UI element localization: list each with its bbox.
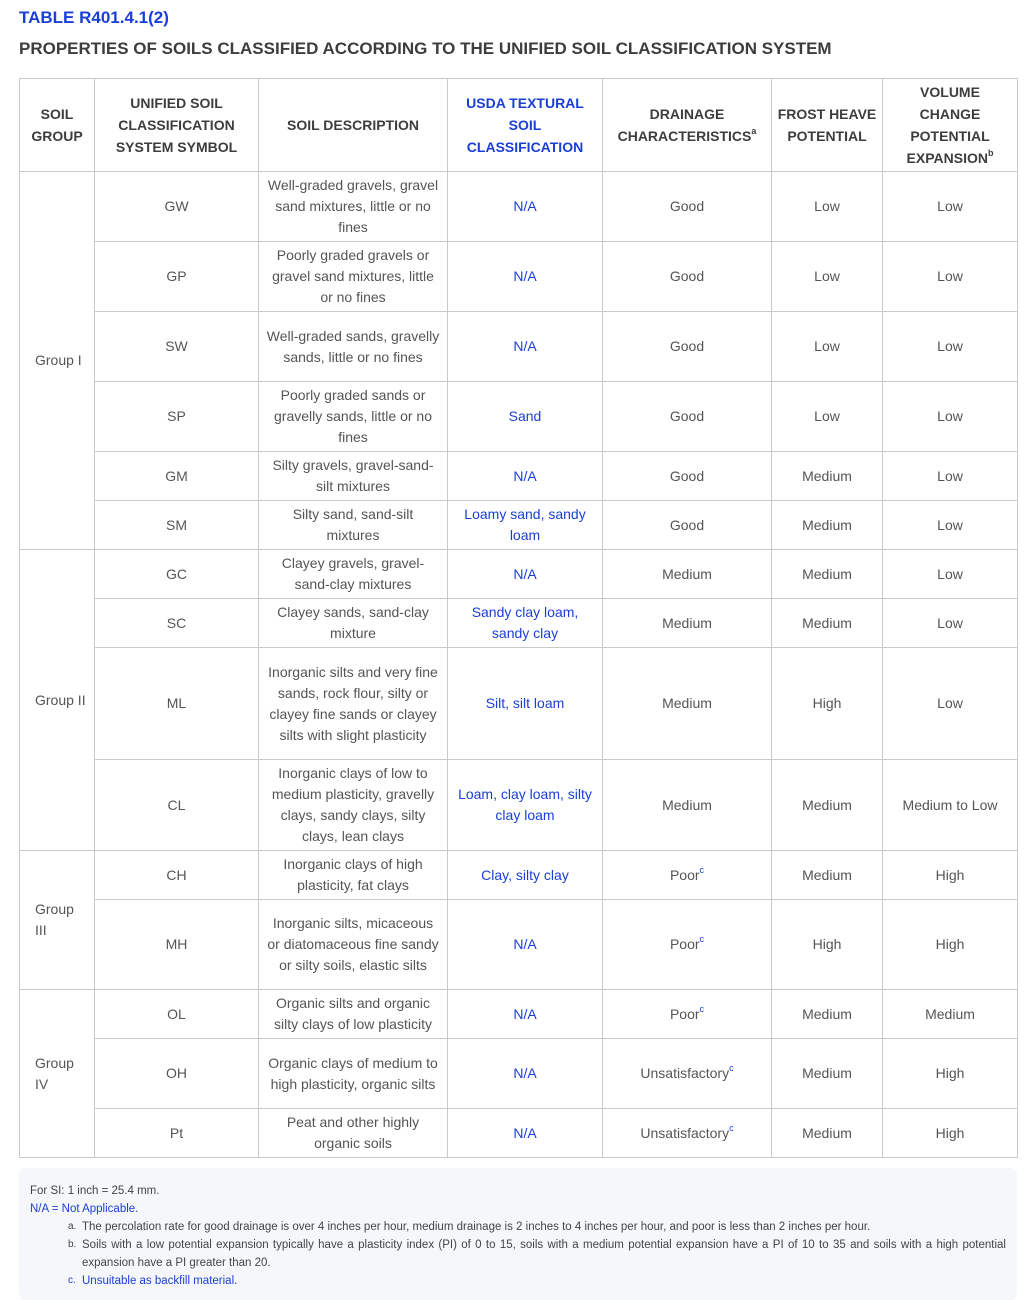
header-uscs-symbol: UNIFIED SOIL CLASSIFICATION SYSTEM SYMBOL bbox=[95, 79, 259, 172]
soil-description-cell: Silty gravels, gravel-sand-silt mixtures bbox=[259, 452, 448, 501]
table-row bbox=[20, 648, 1018, 760]
footnote-b bbox=[68, 1236, 1006, 1272]
header-drainage bbox=[603, 79, 772, 172]
drainage-cell bbox=[603, 599, 772, 648]
uscs-symbol-cell: OL bbox=[95, 990, 259, 1039]
drainage-cell bbox=[603, 501, 772, 550]
soil-description-cell: Inorganic clays of low to medium plasticity, gravelly clays, sandy clays, silty clays, lean clays bbox=[259, 760, 448, 851]
frost-heave-cell: Medium bbox=[772, 851, 883, 900]
header-row bbox=[20, 79, 1018, 172]
drainage-value: Good bbox=[669, 268, 705, 284]
table-row bbox=[20, 172, 1018, 242]
header-volume-label: VOLUME CHANGE POTENTIAL EXPANSION bbox=[906, 84, 990, 166]
soil-description-cell: Inorganic clays of high plasticity, fat clays bbox=[259, 851, 448, 900]
drainage-footnote-link[interactable]: c bbox=[729, 1122, 734, 1133]
usda-classification-link[interactable]: Silt, silt loam bbox=[448, 648, 603, 760]
drainage-cell bbox=[603, 1109, 772, 1158]
uscs-symbol-cell: CL bbox=[95, 760, 259, 851]
uscs-symbol-cell: MH bbox=[95, 900, 259, 990]
volume-change-cell: High bbox=[883, 1109, 1018, 1158]
footnote-text: Soils with a low potential expansion typically have a plasticity index (PI) of 0 to 15, soils with a medium potential expansion have a PI of 10 to 35 and soils with a high potential expansion have a PI greater than 20. bbox=[82, 1239, 1006, 1269]
volume-change-cell: Low bbox=[883, 550, 1018, 599]
soil-description-cell: Inorganic silts and very fine sands, rock flour, silty or clayey fine sands or clayey silts with slight plasticity bbox=[259, 648, 448, 760]
table-row bbox=[20, 382, 1018, 452]
frost-heave-cell: Medium bbox=[772, 452, 883, 501]
drainage-cell bbox=[603, 990, 772, 1039]
header-volume-footnote: b bbox=[987, 148, 994, 159]
usda-classification-link[interactable]: N/A bbox=[448, 172, 603, 242]
volume-change-cell: Low bbox=[883, 501, 1018, 550]
table-row bbox=[20, 990, 1018, 1039]
table-row bbox=[20, 760, 1018, 851]
usda-classification-link[interactable]: Loam, clay loam, silty clay loam bbox=[448, 760, 603, 851]
drainage-value: Good bbox=[669, 338, 705, 354]
frost-heave-cell: Medium bbox=[772, 550, 883, 599]
table-row bbox=[20, 1109, 1018, 1158]
frost-heave-cell: Medium bbox=[772, 1109, 883, 1158]
volume-change-cell: Low bbox=[883, 599, 1018, 648]
footnote-marker: c. bbox=[68, 1275, 76, 1286]
drainage-cell bbox=[603, 1039, 772, 1109]
volume-change-cell: Low bbox=[883, 452, 1018, 501]
frost-heave-cell: Medium bbox=[772, 760, 883, 851]
table-subtitle: PROPERTIES OF SOILS CLASSIFIED ACCORDING TO THE UNIFIED SOIL CLASSIFICATION SYSTEM bbox=[19, 39, 832, 58]
usda-classification-link[interactable]: Clay, silty clay bbox=[448, 851, 603, 900]
usda-classification-link[interactable]: Loamy sand, sandy loam bbox=[448, 501, 603, 550]
usda-classification-link[interactable]: N/A bbox=[448, 1109, 603, 1158]
soil-description-cell: Poorly graded gravels or gravel sand mixtures, little or no fines bbox=[259, 242, 448, 312]
drainage-value: Poor bbox=[669, 866, 700, 883]
table-row bbox=[20, 452, 1018, 501]
table-row bbox=[20, 851, 1018, 900]
drainage-cell bbox=[603, 452, 772, 501]
table-row bbox=[20, 1039, 1018, 1109]
si-conversion-note: For SI: 1 inch = 25.4 mm. bbox=[30, 1185, 160, 1197]
soil-description-cell: Clayey gravels, gravel-sand-clay mixtures bbox=[259, 550, 448, 599]
header-usda-classification[interactable]: USDA TEXTURAL SOIL CLASSIFICATION bbox=[448, 79, 603, 172]
footnote-c[interactable] bbox=[68, 1272, 1006, 1290]
uscs-symbol-cell: Pt bbox=[95, 1109, 259, 1158]
soil-description-cell: Organic clays of medium to high plasticity, organic silts bbox=[259, 1039, 448, 1109]
soil-group-cell: Group II bbox=[20, 550, 95, 851]
table-title: TABLE R401.4.1(2) bbox=[19, 8, 169, 27]
volume-change-cell: Low bbox=[883, 242, 1018, 312]
volume-change-cell: Low bbox=[883, 382, 1018, 452]
usda-classification-link[interactable]: Sand bbox=[448, 382, 603, 452]
table-notes bbox=[19, 1168, 1017, 1300]
usda-classification-link[interactable]: Sandy clay loam, sandy clay bbox=[448, 599, 603, 648]
table-body bbox=[20, 172, 1018, 1158]
drainage-cell bbox=[603, 760, 772, 851]
drainage-value: Poor bbox=[669, 936, 700, 952]
drainage-footnote-link[interactable]: c bbox=[699, 864, 705, 875]
uscs-symbol-cell: OH bbox=[95, 1039, 259, 1109]
header-soil-description: SOIL DESCRIPTION bbox=[259, 79, 448, 172]
soil-description-cell: Poorly graded sands or gravelly sands, little or no fines bbox=[259, 382, 448, 452]
drainage-value: Medium bbox=[662, 565, 712, 582]
uscs-symbol-cell: CH bbox=[95, 851, 259, 900]
volume-change-cell: Low bbox=[883, 312, 1018, 382]
frost-heave-cell: Medium bbox=[772, 501, 883, 550]
frost-heave-cell: Low bbox=[772, 312, 883, 382]
footnote-list bbox=[30, 1218, 1006, 1290]
drainage-cell bbox=[603, 172, 772, 242]
table-row bbox=[20, 242, 1018, 312]
table-row bbox=[20, 599, 1018, 648]
volume-change-cell: High bbox=[883, 900, 1018, 990]
soil-group-cell: Group III bbox=[20, 851, 95, 990]
soils-table bbox=[19, 78, 1018, 1158]
uscs-symbol-cell: SP bbox=[95, 382, 259, 452]
drainage-value: Unsatisfactory bbox=[640, 1065, 730, 1081]
uscs-symbol-cell: SC bbox=[95, 599, 259, 648]
drainage-value: Unsatisfactory bbox=[640, 1124, 730, 1141]
soil-description-cell: Silty sand, sand-silt mixtures bbox=[259, 501, 448, 550]
header-drainage-footnote: a bbox=[751, 126, 757, 137]
drainage-footnote-link[interactable]: c bbox=[699, 1003, 705, 1014]
footnote-a bbox=[68, 1218, 1006, 1236]
footnote-marker: b. bbox=[68, 1239, 77, 1250]
footnote-marker: a. bbox=[68, 1221, 77, 1232]
drainage-footnote-link[interactable]: c bbox=[729, 1063, 734, 1074]
drainage-value: Good bbox=[669, 516, 705, 533]
usda-classification-link[interactable]: N/A bbox=[448, 242, 603, 312]
drainage-cell bbox=[603, 648, 772, 760]
uscs-symbol-cell: GM bbox=[95, 452, 259, 501]
table-row bbox=[20, 550, 1018, 599]
uscs-symbol-cell: GP bbox=[95, 242, 259, 312]
soil-description-cell: Well-graded gravels, gravel sand mixtures, little or no fines bbox=[259, 172, 448, 242]
usda-classification-link[interactable]: N/A bbox=[448, 990, 603, 1039]
frost-heave-cell: Medium bbox=[772, 1039, 883, 1109]
soil-group-cell: Group IV bbox=[20, 990, 95, 1158]
header-soil-group: SOIL GROUP bbox=[20, 79, 95, 172]
uscs-symbol-cell: GC bbox=[95, 550, 259, 599]
drainage-value: Medium bbox=[662, 614, 712, 631]
uscs-symbol-cell: SM bbox=[95, 501, 259, 550]
volume-change-cell: Low bbox=[883, 172, 1018, 242]
drainage-value: Medium bbox=[662, 695, 712, 711]
frost-heave-cell: High bbox=[772, 648, 883, 760]
footnote-text: The percolation rate for good drainage is over 4 inches per hour, medium drainage is 2 inches to 4 inches per hour, and poor is less than 2 inches per hour. bbox=[82, 1221, 871, 1233]
drainage-footnote-link[interactable]: c bbox=[699, 934, 705, 945]
soil-description-cell: Well-graded sands, gravelly sands, little or no fines bbox=[259, 312, 448, 382]
frost-heave-cell: Low bbox=[772, 242, 883, 312]
na-definition-note[interactable]: N/A = Not Applicable. bbox=[30, 1203, 139, 1215]
usda-classification-link[interactable]: N/A bbox=[448, 452, 603, 501]
soil-description-cell: Organic silts and organic silty clays of low plasticity bbox=[259, 990, 448, 1039]
usda-classification-link[interactable]: N/A bbox=[448, 900, 603, 990]
volume-change-cell: Low bbox=[883, 648, 1018, 760]
drainage-cell bbox=[603, 851, 772, 900]
footnote-text: Unsuitable as backfill material. bbox=[82, 1275, 238, 1287]
drainage-cell bbox=[603, 382, 772, 452]
frost-heave-cell: Medium bbox=[772, 599, 883, 648]
drainage-cell bbox=[603, 312, 772, 382]
frost-heave-cell: High bbox=[772, 900, 883, 990]
table-row bbox=[20, 900, 1018, 990]
drainage-value: Poor bbox=[669, 1005, 700, 1022]
usda-classification-link[interactable]: N/A bbox=[448, 312, 603, 382]
volume-change-cell: High bbox=[883, 851, 1018, 900]
volume-change-cell: High bbox=[883, 1039, 1018, 1109]
soil-group-cell: Group I bbox=[20, 172, 95, 550]
frost-heave-cell: Medium bbox=[772, 990, 883, 1039]
uscs-symbol-cell: ML bbox=[95, 648, 259, 760]
drainage-value: Good bbox=[669, 467, 705, 484]
table-row bbox=[20, 312, 1018, 382]
usda-classification-link[interactable]: N/A bbox=[448, 550, 603, 599]
usda-classification-link[interactable]: N/A bbox=[448, 1039, 603, 1109]
drainage-cell bbox=[603, 550, 772, 599]
table-row bbox=[20, 501, 1018, 550]
drainage-value: Good bbox=[669, 408, 705, 424]
volume-change-cell: Medium to Low bbox=[883, 760, 1018, 851]
volume-change-cell: Medium bbox=[883, 990, 1018, 1039]
header-frost-heave: FROST HEAVE POTENTIAL bbox=[772, 79, 883, 172]
uscs-symbol-cell: GW bbox=[95, 172, 259, 242]
frost-heave-cell: Low bbox=[772, 172, 883, 242]
drainage-value: Good bbox=[669, 198, 705, 214]
soil-description-cell: Clayey sands, sand-clay mixture bbox=[259, 599, 448, 648]
header-volume-change bbox=[883, 79, 1018, 172]
header-drainage-label: DRAINAGE CHARACTERISTICS bbox=[617, 106, 752, 144]
drainage-cell bbox=[603, 242, 772, 312]
drainage-cell bbox=[603, 900, 772, 990]
drainage-value: Medium bbox=[662, 796, 712, 813]
soil-description-cell: Inorganic silts, micaceous or diatomaceous fine sandy or silty soils, elastic silts bbox=[259, 900, 448, 990]
frost-heave-cell: Low bbox=[772, 382, 883, 452]
soil-description-cell: Peat and other highly organic soils bbox=[259, 1109, 448, 1158]
uscs-symbol-cell: SW bbox=[95, 312, 259, 382]
